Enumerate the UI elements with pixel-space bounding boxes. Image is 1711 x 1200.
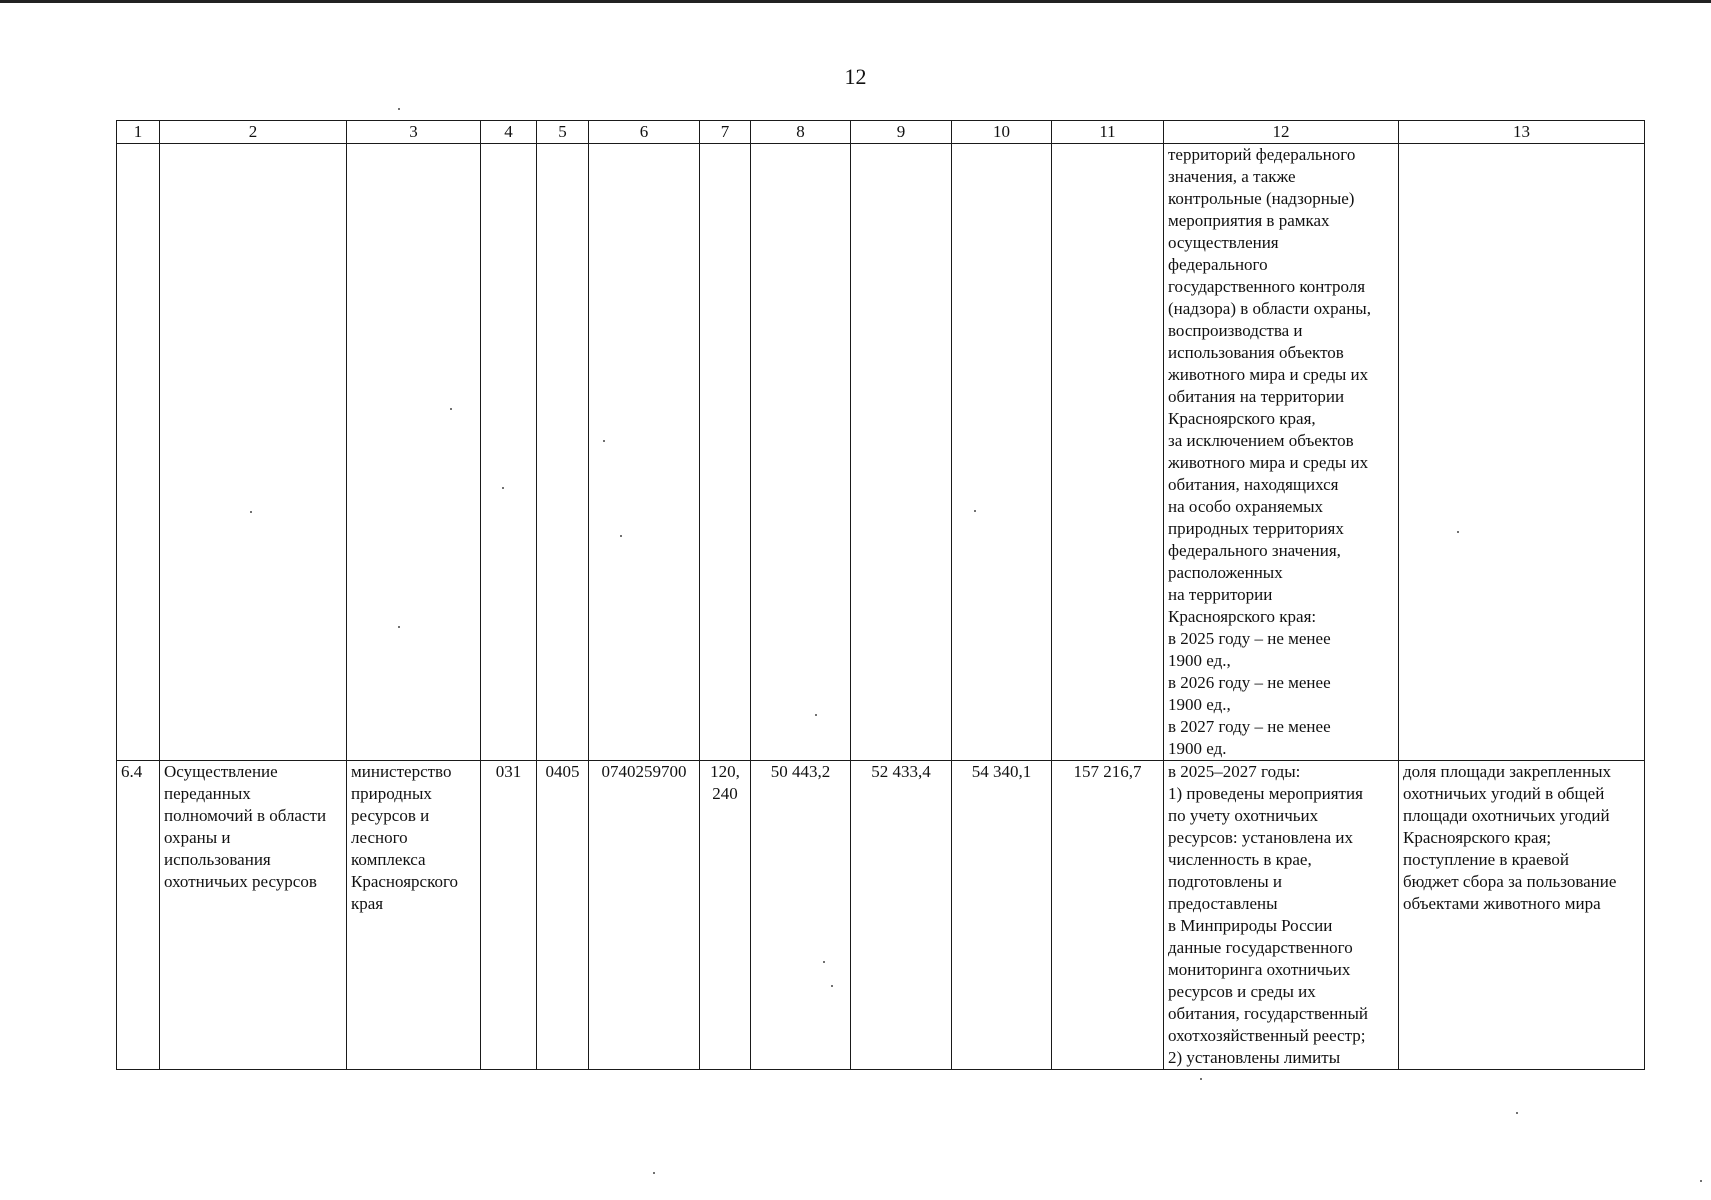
scan-speck	[1200, 1078, 1202, 1080]
cell-empty	[347, 144, 481, 761]
header-col-6: 6	[589, 121, 700, 144]
scan-speck	[653, 1172, 655, 1174]
header-col-12: 12	[1164, 121, 1399, 144]
header-col-10: 10	[952, 121, 1052, 144]
cell-csr: 0740259700	[589, 761, 700, 1070]
scan-speck	[398, 108, 400, 110]
header-col-1: 1	[117, 121, 160, 144]
scan-speck	[1457, 531, 1459, 533]
expected-result-continued-text: территорий федерального значения, а также контрольные (надзорные) мероприятия в рамках осуществления федерального государственного контроля (надзора) в области охраны, воспроизводства и использования объектов животного мира и среды их обитания на территории Красноярского края, за исключением объектов животного мира и среды их обитания, находящихся на особо охраняемых природных территориях федерального значения, расположенных на территории Красноярского края: в 2025 году – не менее 1900 ед., в 2026 году – не менее 1900 ед., в 2027 году – не менее 1900 ед.	[1168, 145, 1371, 758]
top-edge-rule	[0, 0, 1711, 3]
cell-empty	[481, 144, 537, 761]
cell-amount-2025: 50 443,2	[751, 761, 851, 1070]
header-col-3: 3	[347, 121, 481, 144]
scan-speck	[1516, 1112, 1518, 1114]
header-col-2: 2	[160, 121, 347, 144]
scan-speck	[450, 408, 452, 410]
cell-empty	[117, 144, 160, 761]
cell-indicator	[1399, 761, 1645, 1070]
cell-empty	[1052, 144, 1164, 761]
cell-executor	[347, 761, 481, 1070]
cell-expected-result	[1164, 761, 1399, 1070]
scan-speck	[620, 535, 622, 537]
program-measures-table	[116, 120, 1645, 1070]
cell-empty	[1399, 144, 1645, 761]
scan-speck	[831, 985, 833, 987]
header-col-11: 11	[1052, 121, 1164, 144]
cell-amount-2027: 54 340,1	[952, 761, 1052, 1070]
table-header-row	[117, 121, 1645, 144]
header-col-5: 5	[537, 121, 589, 144]
cell-empty	[952, 144, 1052, 761]
cell-empty	[160, 144, 347, 761]
header-col-8: 8	[751, 121, 851, 144]
cell-empty	[700, 144, 751, 761]
scan-speck	[974, 510, 976, 512]
cell-expected-result-continued	[1164, 144, 1399, 761]
indicator-text: доля площади закрепленных охотничьих угодий в общей площади охотничьих угодий Красноярского края; поступление в краевой бюджет сбора за пользование объектами животного мира	[1403, 762, 1617, 913]
table-row-continuation	[117, 144, 1645, 761]
page-number: 12	[844, 64, 867, 89]
scan-speck	[250, 511, 252, 513]
expected-result-text: в 2025–2027 годы: 1) проведены мероприятия по учету охотничьих ресурсов: установлена их численность в крае, подготовлены и предоставлены в Минприроды России данные государственного мониторинга охотничьих ресурсов и среды их обитания, государственный охотхозяйственный реестр; 2) установлены лимиты	[1168, 762, 1369, 1067]
scan-speck	[603, 440, 605, 442]
executor-text: министерство природных ресурсов и лесного комплекса Красноярского края	[351, 762, 459, 913]
cell-measure-name	[160, 761, 347, 1070]
table-row-6-4	[117, 761, 1645, 1070]
scan-speck	[398, 626, 400, 628]
cell-amount-2026: 52 433,4	[851, 761, 952, 1070]
cell-vr	[700, 761, 751, 1070]
cell-item-number: 6.4	[117, 761, 160, 1070]
vr-text: 120, 240	[710, 762, 740, 803]
header-col-7: 7	[700, 121, 751, 144]
cell-rzpr: 0405	[537, 761, 589, 1070]
scan-speck	[815, 714, 817, 716]
cell-empty	[589, 144, 700, 761]
scan-speck	[1700, 1180, 1702, 1182]
measure-name-text: Осуществление переданных полномочий в области охраны и использования охотничьих ресурсов	[164, 762, 327, 891]
cell-empty	[751, 144, 851, 761]
scan-speck	[823, 961, 825, 963]
header-col-13: 13	[1399, 121, 1645, 144]
cell-empty	[851, 144, 952, 761]
cell-grbs: 031	[481, 761, 537, 1070]
cell-empty	[537, 144, 589, 761]
header-col-4: 4	[481, 121, 537, 144]
scan-speck	[502, 487, 504, 489]
header-col-9: 9	[851, 121, 952, 144]
cell-amount-total: 157 216,7	[1052, 761, 1164, 1070]
